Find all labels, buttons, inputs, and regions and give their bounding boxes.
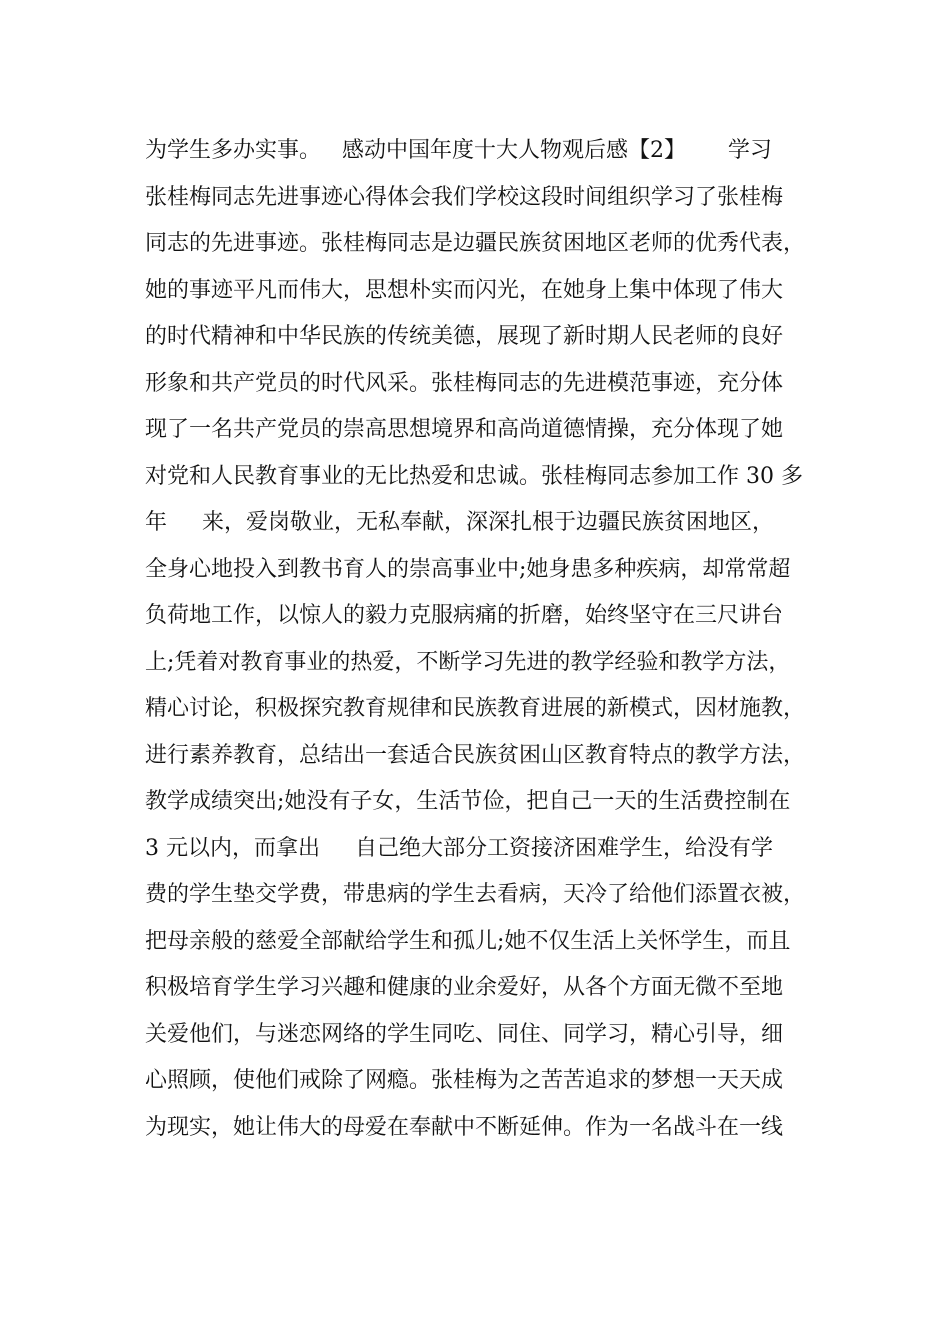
text-line: 为现实，她让伟大的母爱在奉献中不断延伸。作为一名战斗在一线	[145, 1114, 784, 1140]
text-line: 费的学生垫交学费，带患病的学生去看病，天冷了给他们添置衣被，	[145, 882, 806, 907]
text-line: 张桂梅同志先进事迹心得体会我们学校这段时间组织学习了张桂梅	[145, 184, 784, 210]
text-line: 精心讨论，积极探究教育规律和民族教育进展的新模式，因材施教，	[145, 696, 806, 721]
text-line: 形象和共产党员的时代风采。张桂梅同志的先进模范事迹，充分体	[145, 370, 784, 396]
text-line: 同志的先进事迹。张桂梅同志是边疆民族贫困地区老师的优秀代表，	[145, 231, 806, 256]
text-line: 心照顾，使他们戒除了网瘾。张桂梅为之苦苦追求的梦想一天天成	[145, 1068, 784, 1093]
text-line: 教学成绩突出;她没有子女，生活节俭，把自己一天的生活费控制在	[145, 789, 791, 814]
text-line: 负荷地工作，以惊人的毅力克服病痛的折磨，始终坚守在三尺讲台	[145, 603, 784, 628]
text-line: 上;凭着对教育事业的热爱，不断学习先进的教学经验和教学方法，	[145, 649, 791, 675]
text-line: 年 来，爱岗敬业，无私奉献，深深扎根于边疆民族贫困地区，	[145, 510, 774, 535]
text-line: 她的事迹平凡而伟大，思想朴实而闪光，在她身上集中体现了伟大	[145, 277, 784, 303]
text-line: 把母亲般的慈爱全部献给学生和孤儿;她不仅生活上关怀学生，而且	[145, 928, 791, 954]
text-line: 为学生多办实事。 感动中国年度十大人物观后感【2】 学习	[145, 138, 772, 163]
text-line: 关爱他们，与迷恋网络的学生同吃、同住、同学习，精心引导，细	[145, 1021, 784, 1047]
text-line: 全身心地投入到教书育人的崇高事业中;她身患多种疾病，却常常超	[145, 556, 791, 582]
text-line: 3 元以内，而拿出 自己绝大部分工资接济困难学生，给没有学	[145, 835, 773, 861]
text-line: 的时代精神和中华民族的传统美德，展现了新时期人民老师的良好	[145, 324, 784, 349]
text-line: 积极培育学生学习兴趣和健康的业余爱好，从各个方面无微不至地	[145, 975, 784, 1000]
body-text	[145, 128, 825, 1151]
text-line: 对党和人民教育事业的无比热爱和忠诚。张桂梅同志参加工作 30 多	[145, 463, 803, 489]
text-line: 现了一名共产党员的崇高思想境界和高尚道德情操，充分体现了她	[145, 417, 784, 442]
text-line: 进行素养教育，总结出一套适合民族贫困山区教育特点的教学方法，	[145, 742, 806, 768]
